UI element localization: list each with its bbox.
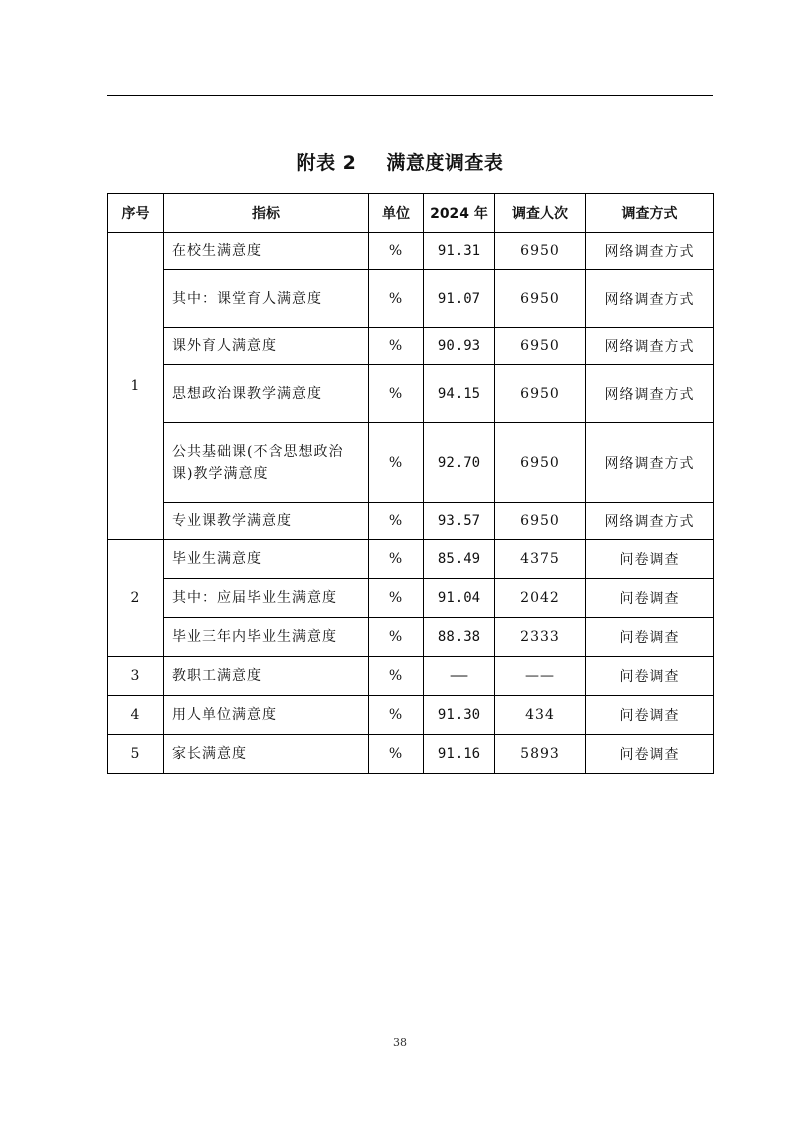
cell-indicator: 教职工满意度 [164,657,369,696]
cell-value: 94.15 [424,365,495,423]
header-row [108,194,714,233]
cell-method: 网络调查方式 [586,503,714,540]
table-row [108,618,714,657]
cell-method: 问卷调查 [586,540,714,579]
cell-count: 4375 [495,540,586,579]
cell-count: 5893 [495,735,586,774]
cell-unit: % [369,540,424,579]
header-indicator: 指标 [164,194,369,233]
cell-method: 问卷调查 [586,618,714,657]
cell-method: 网络调查方式 [586,328,714,365]
cell-unit: % [369,328,424,365]
cell-unit: % [369,365,424,423]
table-row [108,270,714,328]
table-row [108,696,714,735]
cell-value: 93.57 [424,503,495,540]
header-year: 2024 年 [424,194,495,233]
cell-method: 问卷调查 [586,657,714,696]
cell-unit: % [369,579,424,618]
cell-no: 1 [108,233,164,540]
table-row [108,540,714,579]
cell-indicator: 其中：应届毕业生满意度 [164,579,369,618]
table-row [108,735,714,774]
table-title-name: 满意度调查表 [386,152,504,174]
cell-indicator: 用人单位满意度 [164,696,369,735]
table-title-prefix: 附表 2 [296,152,357,174]
cell-value: 92.70 [424,423,495,503]
cell-method: 问卷调查 [586,735,714,774]
cell-count: 6950 [495,503,586,540]
cell-value: 91.04 [424,579,495,618]
cell-method: 网络调查方式 [586,423,714,503]
cell-count: 434 [495,696,586,735]
cell-count: 6950 [495,270,586,328]
cell-value: —— [424,657,495,696]
cell-unit: % [369,423,424,503]
cell-value: 91.31 [424,233,495,270]
header-no: 序号 [108,194,164,233]
table-row [108,328,714,365]
cell-unit: % [369,696,424,735]
cell-unit: % [369,233,424,270]
cell-indicator: 毕业三年内毕业生满意度 [164,618,369,657]
table-row [108,365,714,423]
header-rule [107,95,713,96]
cell-indicator: 其中：课堂育人满意度 [164,270,369,328]
satisfaction-table [107,193,714,774]
table-row [108,503,714,540]
cell-no: 3 [108,657,164,696]
cell-count: 6950 [495,233,586,270]
cell-count: 6950 [495,423,586,503]
cell-count: 2333 [495,618,586,657]
cell-indicator: 课外育人满意度 [164,328,369,365]
cell-value: 91.07 [424,270,495,328]
cell-indicator: 专业课教学满意度 [164,503,369,540]
header-method: 调查方式 [586,194,714,233]
cell-count: 6950 [495,328,586,365]
cell-method: 网络调查方式 [586,365,714,423]
table-row [108,657,714,696]
table-title [0,148,800,175]
cell-unit: % [369,503,424,540]
cell-unit: % [369,618,424,657]
cell-method: 网络调查方式 [586,233,714,270]
cell-value: 91.16 [424,735,495,774]
header-unit: 单位 [369,194,424,233]
cell-unit: % [369,270,424,328]
cell-value: 85.49 [424,540,495,579]
page-number: 38 [393,1036,407,1049]
cell-count: 6950 [495,365,586,423]
table-row [108,579,714,618]
cell-value: 91.30 [424,696,495,735]
cell-count: —— [495,657,586,696]
cell-count: 2042 [495,579,586,618]
cell-indicator: 家长满意度 [164,735,369,774]
cell-indicator: 毕业生满意度 [164,540,369,579]
cell-indicator: 在校生满意度 [164,233,369,270]
cell-value: 88.38 [424,618,495,657]
cell-unit: % [369,657,424,696]
cell-value: 90.93 [424,328,495,365]
cell-no: 4 [108,696,164,735]
cell-no: 5 [108,735,164,774]
cell-method: 问卷调查 [586,696,714,735]
table-row [108,233,714,270]
cell-indicator: 公共基础课(不含思想政治课)教学满意度 [164,423,369,503]
table-row [108,423,714,503]
cell-unit: % [369,735,424,774]
cell-method: 问卷调查 [586,579,714,618]
cell-no: 2 [108,540,164,657]
cell-method: 网络调查方式 [586,270,714,328]
header-count: 调查人次 [495,194,586,233]
cell-indicator: 思想政治课教学满意度 [164,365,369,423]
